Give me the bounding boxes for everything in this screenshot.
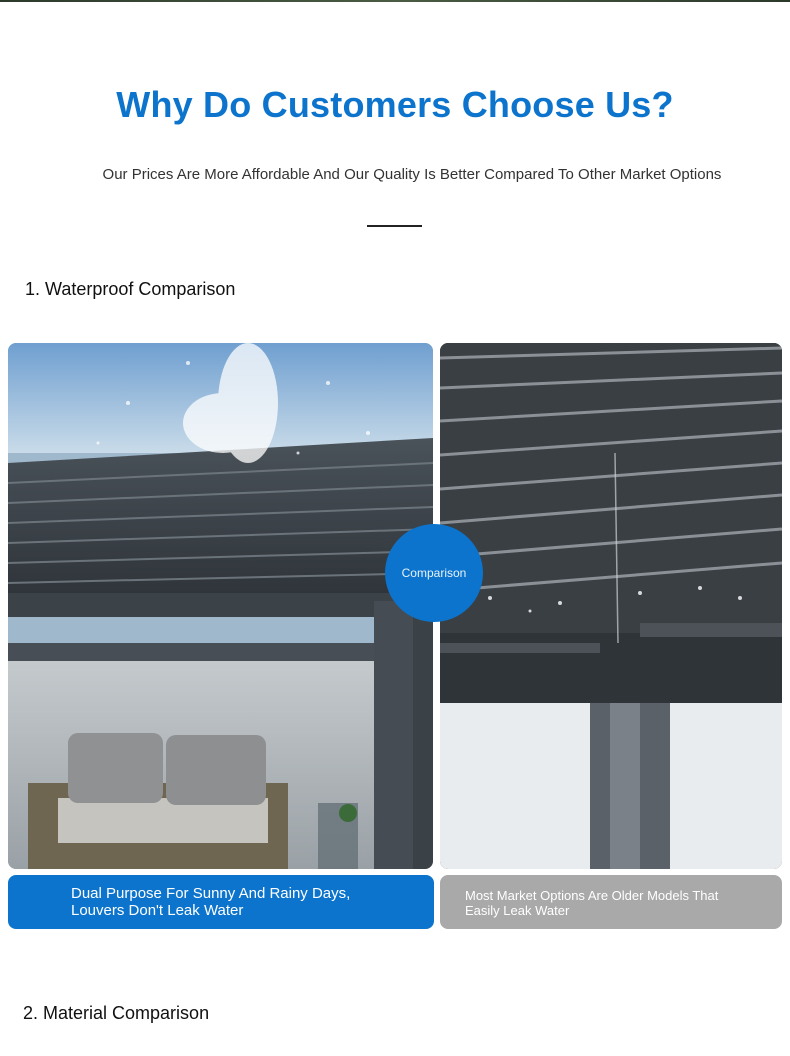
page-title: Why Do Customers Choose Us? (116, 84, 674, 125)
right-caption (440, 875, 782, 929)
left-caption-line-1: Dual Purpose For Sunny And Rainy Days, (71, 885, 351, 902)
page-subtitle: Our Prices Are More Affordable And Our Quality Is Better Compared To Other Market Options (102, 166, 722, 183)
leaking-louver-photo (440, 343, 782, 869)
left-caption (8, 875, 434, 929)
right-caption-line-2: Easily Leak Water (465, 903, 570, 918)
section-title-material: 2. Material Comparison (23, 1003, 210, 1023)
waterproof-louver-photo (8, 343, 433, 869)
title-divider (367, 225, 422, 227)
section-title-waterproof: 1. Waterproof Comparison (25, 279, 236, 299)
right-caption-line-1: Most Market Options Are Older Models That (465, 888, 719, 903)
top-accent-bar (0, 0, 790, 2)
comparison-badge: Comparison (385, 524, 483, 622)
left-caption-line-2: Louvers Don't Leak Water (71, 902, 244, 919)
